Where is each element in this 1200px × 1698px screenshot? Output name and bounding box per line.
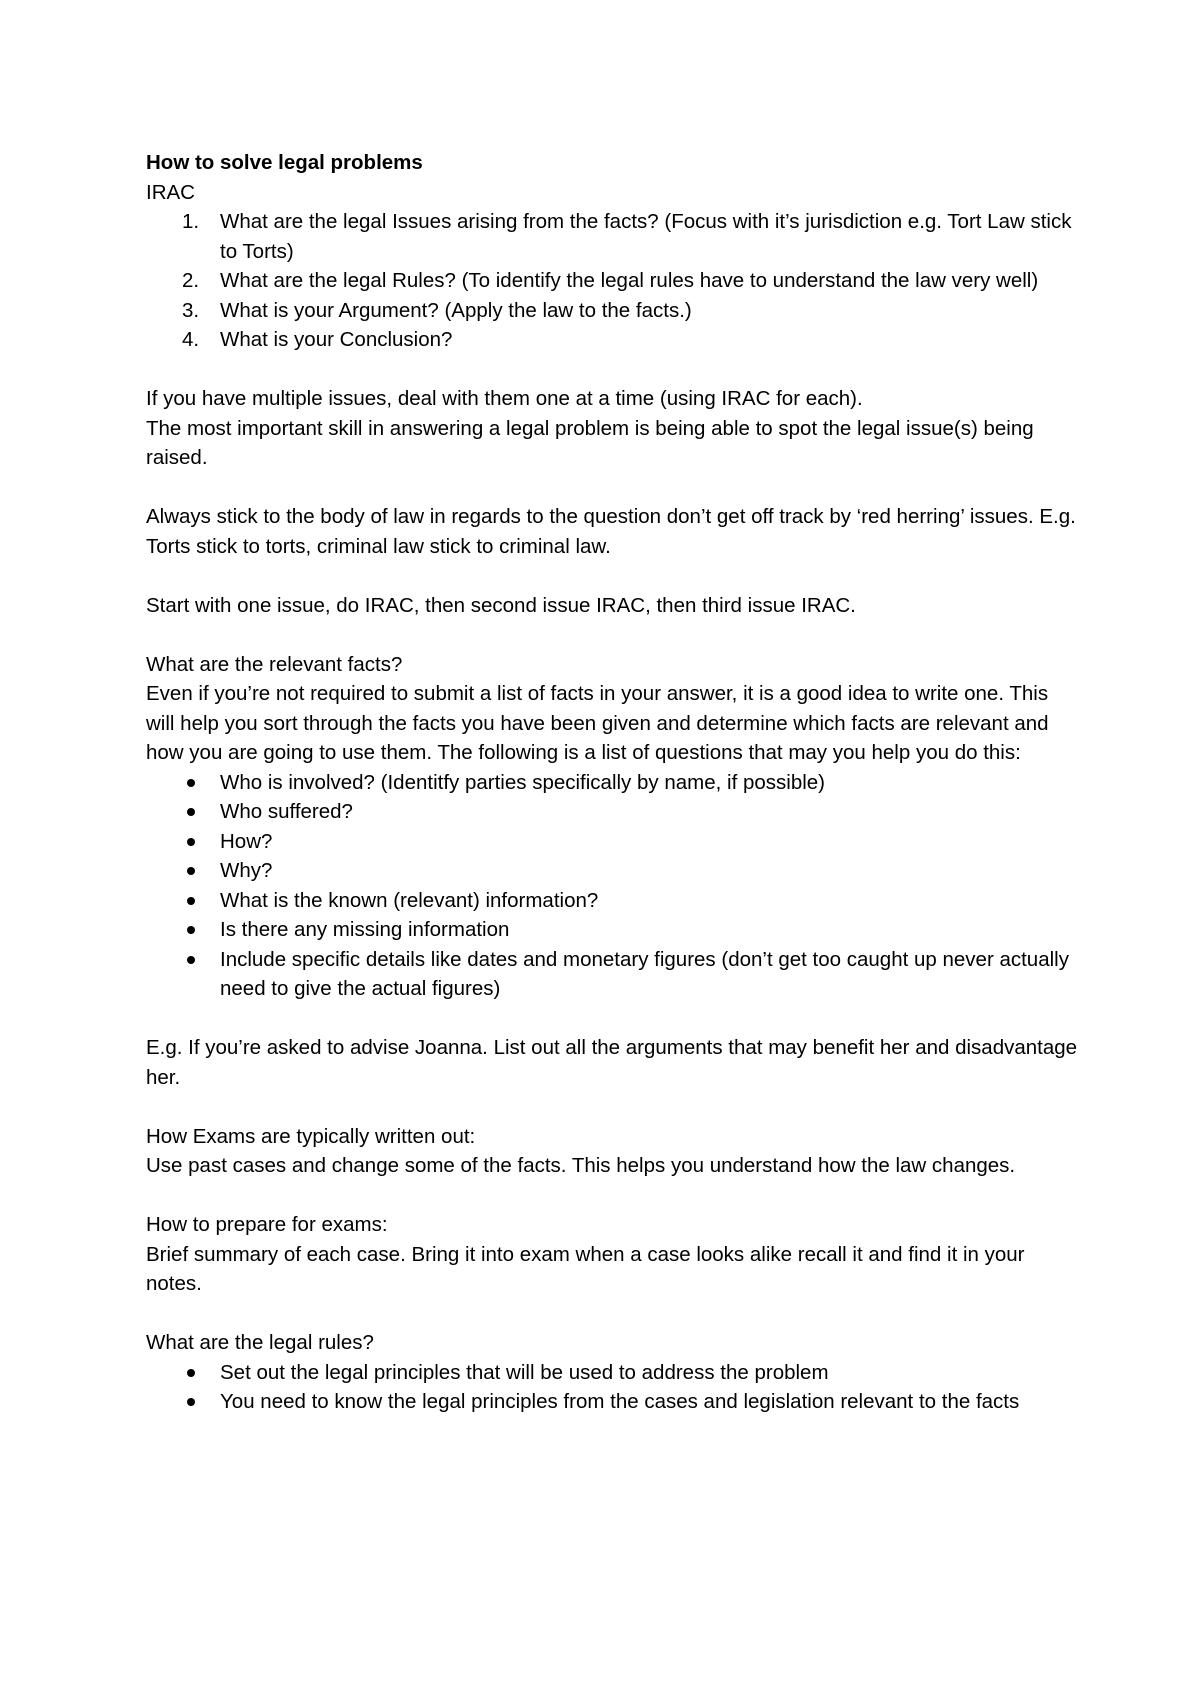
spacer (146, 1299, 1080, 1329)
order-paragraph: Start with one issue, do IRAC, then second issue IRAC, then third issue IRAC. (146, 593, 856, 617)
multiple-issues-line: If you have multiple issues, deal with them one at a time (using IRAC for each). (146, 387, 863, 410)
exams-paragraph: Use past cases and change some of the facts. This helps you understand how the law changes. (146, 1154, 1016, 1177)
facts-paragraph: Even if you’re not required to submit a list of facts in your answer, it is a good idea to write one. This will help you sort through the facts you have been given and determine which facts are relevant and how you are going to use them. The following is a list of questions that may you help you do this: (146, 682, 1049, 764)
irac-step-issues: What are the legal Issues arising from the facts? (Focus with it’s jurisdiction e.g. Tort Law stick to Torts) (220, 210, 1072, 263)
facts-question-item: Why? (220, 856, 1080, 886)
irac-steps-list (146, 207, 1080, 355)
facts-question-item: Include specific details like dates and monetary figures (don’t get too caught up never actually need to give the actual figures) (220, 945, 1080, 1004)
facts-question-item: What is the known (relevant) information? (220, 886, 1080, 916)
document-title: How to solve legal problems (146, 151, 423, 174)
facts-question-item: How? (220, 827, 1080, 857)
spacer (146, 620, 1080, 650)
rules-heading: What are the legal rules? (146, 1331, 374, 1354)
rules-points-list (146, 1358, 1080, 1417)
spacer (146, 473, 1080, 503)
facts-question-item: Who suffered? (220, 797, 1080, 827)
facts-question-item: Who is involved? (Identitfy parties specifically by name, if possible) (220, 768, 1080, 798)
rules-point-item: Set out the legal principles that will be used to address the problem (220, 1358, 1080, 1388)
irac-step-conclusion: What is your Conclusion? (220, 328, 453, 351)
stick-to-law-paragraph: Always stick to the body of law in regards to the question don’t get off track by ‘red herring’ issues. E.g. Torts stick to torts, criminal law stick to criminal law. (146, 505, 1076, 558)
spacer (146, 561, 1080, 591)
facts-heading: What are the relevant facts? (146, 652, 403, 676)
important-skill-line: The most important skill in answering a legal problem is being able to spot the legal issue(s) being raised. (146, 416, 1034, 469)
irac-step-rules: What are the legal Rules? (To identify the legal rules have to understand the law very well) (220, 269, 1039, 292)
irac-step-argument: What is your Argument? (Apply the law to the facts.) (220, 298, 692, 322)
spacer (146, 355, 1080, 385)
facts-question-item: Is there any missing information (220, 915, 1080, 945)
exams-heading: How Exams are typically written out: (146, 1124, 476, 1148)
spacer (146, 1092, 1080, 1122)
example-paragraph: E.g. If you’re asked to advise Joanna. List out all the arguments that may benefit her and disadvantage her. (146, 1036, 1078, 1089)
facts-questions-list (146, 768, 1080, 1004)
irac-label: IRAC (146, 180, 195, 204)
spacer (146, 1004, 1080, 1034)
prepare-paragraph: Brief summary of each case. Bring it into exam when a case looks alike recall it and find it in your notes. (146, 1242, 1025, 1295)
prepare-heading: How to prepare for exams: (146, 1213, 388, 1236)
rules-point-item: You need to know the legal principles from the cases and legislation relevant to the facts (220, 1387, 1080, 1417)
spacer (146, 1181, 1080, 1211)
